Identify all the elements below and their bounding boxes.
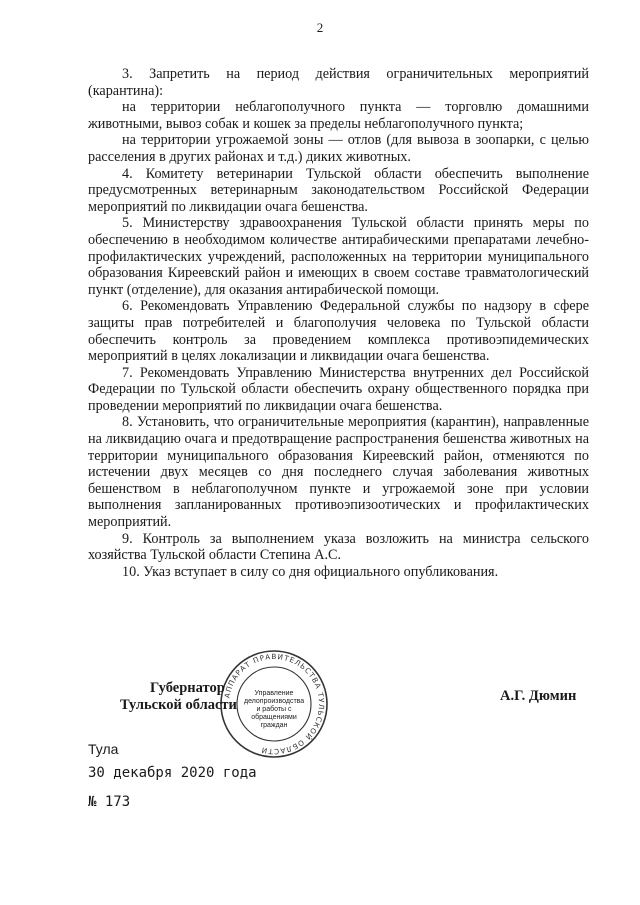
signatory-title-line1: Губернатор xyxy=(150,680,225,696)
signatory-name: А.Г. Дюмин xyxy=(500,688,577,704)
paragraph-10: 10. Указ вступает в силу со дня официального опубликования. xyxy=(122,563,499,580)
signature-block xyxy=(0,651,640,774)
stamp-ring-text: АППАРАТ ПРАВИТЕЛЬСТВА ТУЛЬСКОЙ ОБЛАСТИ xyxy=(222,651,327,757)
document-body xyxy=(88,66,589,580)
stamp-inner-text: Управление делопроизводства и работы с обращениями граждан xyxy=(244,690,305,729)
paragraph-5: 5. Министерству здравоохранения Тульской области принять меры по обеспечению в необходимом количестве антирабическими препаратами лечебно-профилактических учреждений, расположенных на территории муниципального образования Киреевский район и имеющих в своем составе травматологический пункт (отделение), для оказания антирабической помощи. xyxy=(88,215,589,298)
issue-city: Тула xyxy=(88,741,119,757)
signatory-title-line2: Тульской области xyxy=(120,697,237,713)
paragraph-8: 8. Установить, что ограничительные мероприятия (карантин), направленные на ликвидацию очага и предотвращение распространения бешенства животных на территории муниципального образования Киреевский район, отменяются по истечении двух месяцев со дня последнего случая заболевания животных бешенством в неблагополучном пункте и угрожаемой зоне при условии выполнения запланированных противоэпизоотических и профилактических мероприятий. xyxy=(88,414,589,531)
page-number: 2 xyxy=(316,20,324,35)
paragraph-4: 4. Комитету ветеринарии Тульской области обеспечить выполнение предусмотренных ветеринарным законодательством Российской Федерации мероприятий по ликвидации очага бешенства. xyxy=(88,165,589,215)
signatory-title xyxy=(120,680,237,714)
paragraph-3-item-2: на территории угрожаемой зоны — отлов (для вывоза в зоопарки, с целью расселения в других районах и т.д.) диких животных. xyxy=(88,132,589,165)
paragraph-9: 9. Контроль за выполнением указа возложить на министра сельского хозяйства Тульской области Степина А.С. xyxy=(88,530,589,564)
paragraph-7: 7. Рекомендовать Управлению Министерства внутренних дел Российской Федерации по Тульской области обеспечить охрану общественного порядка при проведении мероприятий по ликвидации очага бешенства. xyxy=(88,364,589,414)
decree-number: № 173 xyxy=(88,794,131,810)
paragraph-3-item-1: на территории неблагополучного пункта — торговлю домашними животными, вывоз собак и кошек за пределы неблагополучного пункта; xyxy=(88,99,589,132)
issue-date: 30 декабря 2020 года xyxy=(88,765,257,781)
paragraph-6: 6. Рекомендовать Управлению Федеральной службы по надзору в сфере защиты прав потребителей и благополучия человека по Тульской области обеспечить контроль за проведением комплекса противоэпидемических мероприятий в целях локализации и ликвидации очага бешенства. xyxy=(88,298,589,365)
paragraph-3: 3. Запретить на период действия ограничительных мероприятий (карантина): xyxy=(88,66,589,99)
